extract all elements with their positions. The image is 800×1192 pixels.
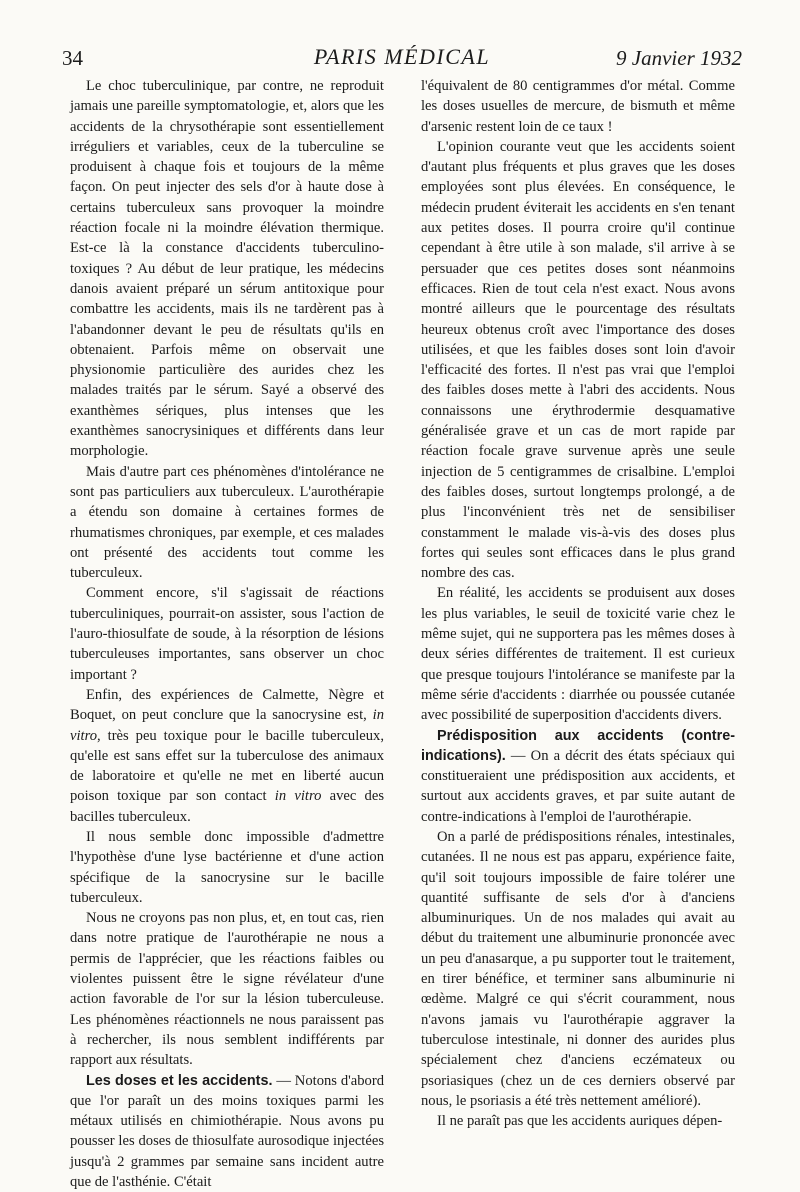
paragraph: Mais d'autre part ces phénomènes d'intolérance ne sont pas particuliers aux tuberculeux. L'aurothérapie a étendu son domaine à certaines formes de rhumatismes chroniques, par exemple, et ces malades ont présenté des accidents tout comme les tuberculeux.: [70, 463, 384, 582]
issue-date: 9 Janvier 1932: [616, 46, 742, 70]
paragraph: Comment encore, s'il s'agissait de réactions tuberculiniques, pourrait-on assister, sous l'action de l'auro-thiosulfate de soude, à la résorption de lésions tuberculeuses importantes, sans observer un choc important ?: [70, 585, 384, 683]
right-column: [421, 76, 735, 1131]
text-run: — Notons d'abord que l'or paraît un des moins toxiques parmi les métaux utilisés en chimiothérapie. Nous avons pu pousser les doses de thiosulfate aurosodique injectées jusqu'à 2 grammes par semaine sans incident autre que de l'asthénie. C'était: [70, 1072, 384, 1191]
text-run: Enfin, des expériences de Calmette, Nègre et Boquet, on peut conclure que la sanocrysine est,: [70, 686, 384, 724]
text-run: , très peu toxique pour le bacille tuberculeux, qu'elle est sans effet sur la tuberculose des animaux de laboratoire et qu'elle ne met en liberté aucun poison toxique par son contact: [70, 727, 384, 805]
paragraph: [70, 1071, 384, 1192]
running-header: [62, 42, 742, 76]
paragraph: Il nous semble donc impossible d'admettre l'hypothèse d'une lyse bactérienne et d'une action spécifique de la sanocrysine sur le bacille tuberculeux.: [70, 828, 384, 906]
paragraph: [70, 685, 384, 827]
journal-title: PARIS MÉDICAL: [313, 44, 491, 69]
text-run: — On a décrit des états spéciaux qui constitueraient une prédisposition aux accidents, et surtout aux accidents graves, et par suite autant de contre-indications à l'emploi de l'aurothérapie.: [421, 747, 735, 825]
paragraph: Nous ne croyons pas non plus, et, en tout cas, rien dans notre pratique de l'aurothérapie ne nous a permis de l'apprécier, que les réactions faibles ou violentes puissent être le signe révélateur d'une action favorable de l'or sur la lésion tuberculeuse. Les phénomènes réactionnels ne nous paraissent pas à rechercher, ils nous semblent indifférents par rapport aux résultats.: [70, 910, 384, 1069]
paragraph: Il ne paraît pas que les accidents auriques dépen-: [437, 1113, 723, 1130]
left-column: [70, 76, 384, 1192]
paragraph: En réalité, les accidents se produisent aux doses les plus variables, le seuil de toxicité varie chez le même sujet, qui ne supportera pas les mêmes doses à deux séries différentes de traitement. Il est curieux que presque toujours l'intolérance se manifeste par la même série d'accidents : diarrhée ou poussée cutanée avec possibilité de superposition d'accidents divers.: [421, 585, 735, 724]
paragraph: [421, 726, 735, 827]
paragraph: Le choc tuberculinique, par contre, ne reproduit jamais une pareille symptomatologie, et, alors que les accidents de la chrysothérapie sont essentiellement irréguliers et variables, ceux de la tuberculine se produisent à chaque fois et toujours de la même façon. On peut injecter des sels d'or à haute dose à certains tuberculeux sans provoquer la moindre réaction focale ni la moindre élévation thermique. Est-ce là la constance d'accidents tuberculino-toxiques ? Au début de leur pratique, les médecins danois avaient préparé un sérum antitoxique pour combattre les accidents, mais ils ne tardèrent pas à l'abandonner devant le peu de résultats qu'ils en obtenaient. Parfois même on observait une physionomie particulière des aurides chez les malades traités par le sérum. Sayé a observé des exanthèmes sériques, plus intenses que les exanthèmes sanocrysiniques et différents dans leur morphologie.: [70, 78, 384, 460]
section-heading: Les doses et les accidents.: [86, 1072, 273, 1089]
text-run: avec des bacilles tuberculeux.: [70, 788, 384, 825]
italic-term: in vitro: [70, 707, 384, 744]
paragraph: L'opinion courante veut que les accidents soient d'autant plus fréquents et plus graves que les doses employées sont plus élevées. En conséquence, le médecin prudent éviterait les accidents en s'en tenant aux petites doses. Il pourra croire qu'il continue cependant à être utile à son malade, s'il arrive à se persuader que ces petites doses sont néanmoins efficaces. Rien de tout cela n'est exact. Nous avons montré ailleurs que le pourcentage des résultats heureux obtenus croît avec l'importance des doses utilisées, et que les faibles doses sont loin d'avoir l'efficacité des fortes. Il n'est pas vrai que l'emploi des faibles doses mette à l'abri des accidents. Nous connaissons une érythrodermie desquamative généralisée grave et un cas de mort rapide par réaction focale grave survenue après une seule injection de 5 centigrammes de crisalbine. L'emploi des faibles doses, surtout longtemps prolongé, a de plus l'inconvénient très net de sensibiliser constamment le malade vis-à-vis des doses plus fortes qui seules sont efficaces dans le plus grand nombre des cas.: [421, 138, 735, 582]
section-heading: Prédisposition aux accidents (contre-indications).: [421, 727, 735, 764]
page-number: 34: [62, 46, 83, 70]
paragraph: On a parlé de prédispositions rénales, intestinales, cutanées. Il ne nous est pas apparu, expérience faite, qu'il soit toujours impossible de faire tolérer une quantité suffisante de sels d'or à d'anciens albuminuriques. Un de nos malades qui avait au début du traitement une albuminurie prononcée avec un peu d'anasarque, a pu supporter tout le traitement, en tirer bénéfice, et terminer sans albuminurie ni œdème. Malgré ce qui s'écrit couramment, nous n'avons jamais vu l'aurothérapie aggraver la tuberculose intestinale, ni donner des aurides plus spécialement chez d'anciens eczémateux ou psoriasiques (chez un de ces derniers observé par nous, le psoriasis a été très nettement amélioré).: [421, 828, 735, 1109]
italic-term: in vitro: [274, 788, 322, 805]
paragraph: l'équivalent de 80 centigrammes d'or métal. Comme les doses usuelles de mercure, de bismuth et même d'arsenic restent loin de ce taux !: [421, 78, 735, 135]
